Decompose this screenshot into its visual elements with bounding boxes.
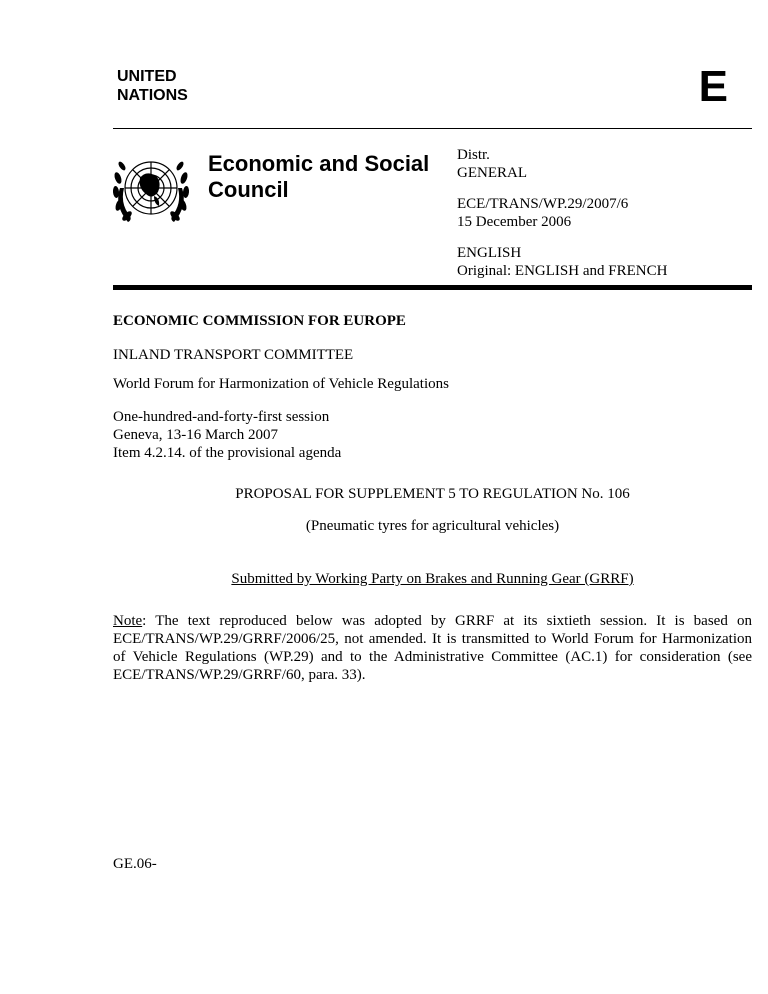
note-paragraph: [113, 612, 752, 684]
note-text: : The text reproduced below was adopted by GRRF at its sixtieth session. It is based on ECE/TRANS/WP.29/GRRF/2006/25, not amended. It is transmitted to World Forum for Harmonization of Vehicle Regulations (WP.29) and to the Administrative Committee (AC.1) for consideration (see ECE/TRANS/WP.29/GRRF/60, para. 33).: [113, 613, 752, 683]
original-language: Original: ENGLISH and FRENCH: [457, 263, 668, 279]
header-divider: [113, 128, 752, 129]
council-line-1: Economic and Social: [208, 151, 430, 176]
proposal-subtitle: (Pneumatic tyres for agricultural vehicles): [305, 518, 560, 534]
document-date: 15 December 2006: [457, 214, 572, 230]
session-venue: Geneva, 13-16 March 2007: [113, 427, 278, 443]
document-language: ENGLISH: [457, 245, 522, 261]
language-letter: E: [698, 62, 728, 111]
commission-heading: ECONOMIC COMMISSION FOR EUROPE: [113, 313, 406, 329]
session-block: [113, 408, 341, 462]
submitted-by: Submitted by Working Party on Brakes and Running Gear (GRRF): [231, 571, 634, 587]
distr-label: Distr.: [457, 147, 490, 163]
footer-code: GE.06-: [113, 856, 157, 872]
agenda-item: Item 4.2.14. of the provisional agenda: [113, 445, 342, 461]
proposal-title: PROPOSAL FOR SUPPLEMENT 5 TO REGULATION No. 106: [235, 486, 630, 502]
forum-name: World Forum for Harmonization of Vehicle Regulations: [113, 376, 449, 392]
language-block: [457, 244, 667, 280]
organization-line-2: NATIONS: [117, 87, 188, 104]
document-symbol-block: [457, 195, 628, 231]
council-name: [208, 151, 429, 203]
distribution-block: [457, 146, 527, 182]
un-emblem-icon: [110, 148, 192, 232]
note-label: Note: [113, 613, 143, 629]
council-line-2: Council: [208, 177, 289, 202]
organization-name: [117, 67, 188, 105]
distribution-value: GENERAL: [457, 165, 527, 181]
document-symbol: ECE/TRANS/WP.29/2007/6: [457, 196, 629, 212]
organization-line-1: UNITED: [117, 68, 177, 85]
header-thick-rule: [113, 285, 752, 290]
committee-name: INLAND TRANSPORT COMMITTEE: [113, 347, 354, 363]
session-name: One-hundred-and-forty-first session: [113, 409, 330, 425]
